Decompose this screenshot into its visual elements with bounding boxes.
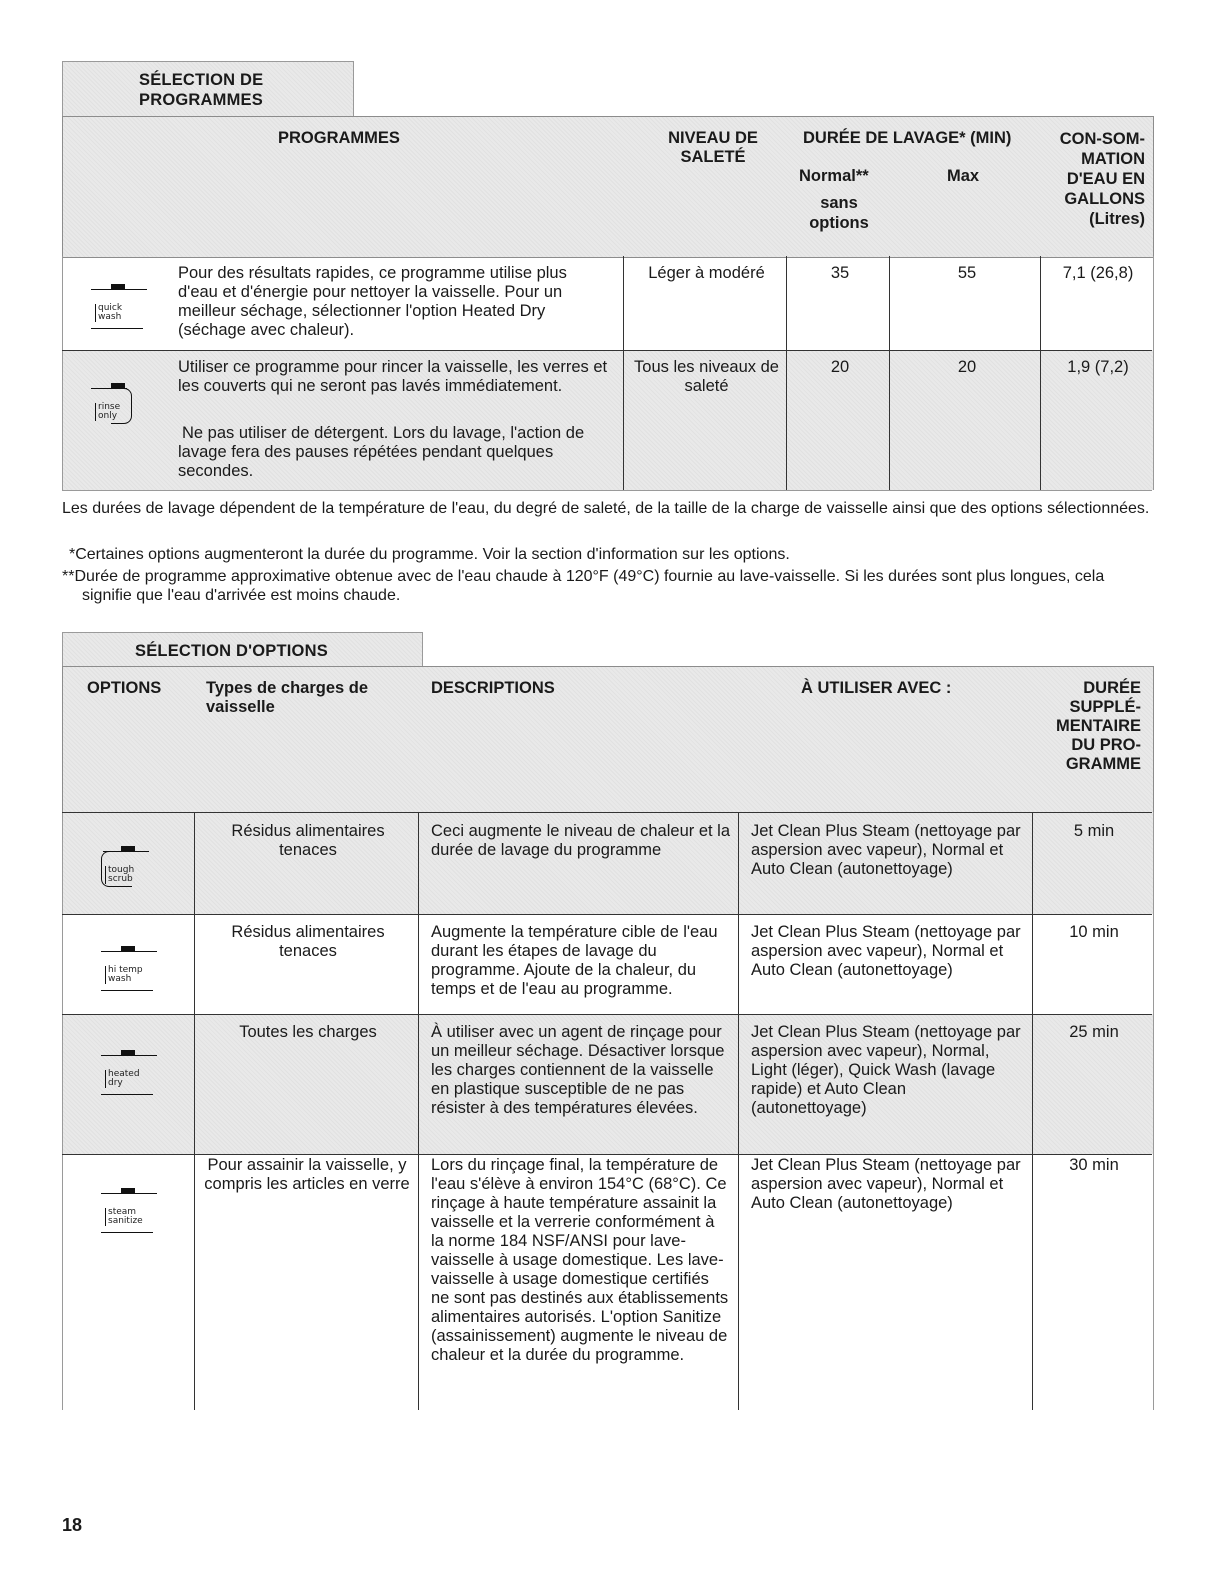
programme-niveau: Tous les niveaux de saleté bbox=[634, 358, 779, 395]
option-description: Augmente la température cible de l'eau durant les étapes de lavage du programme. Ajoute de la chaleur, du temps et de l'eau au programme. bbox=[431, 923, 718, 998]
hi-temp-wash-icon: hi temp wash bbox=[97, 946, 157, 1006]
options-section-tab bbox=[62, 632, 423, 667]
programme-row-rinse-only bbox=[62, 350, 1154, 490]
option-grid-line bbox=[194, 812, 195, 1410]
option-duree: 10 min bbox=[1069, 923, 1119, 941]
header-consommation: CON-SOM-MATION D'EAU EN GALLONS (Litres) bbox=[1059, 130, 1145, 228]
programmes-note: Les durées de lavage dépendent de la température de l'eau, du degré de saleté, de la taille de la charge de vaisselle ainsi que des options sélectionnées. bbox=[62, 500, 1150, 517]
header-sans-options: sans options bbox=[809, 194, 869, 232]
option-duree: 30 min bbox=[1069, 1156, 1119, 1174]
option-row-hi-temp-wash bbox=[62, 914, 1154, 1014]
header-normal: Normal** bbox=[799, 167, 869, 185]
programmes-footnote-star: *Certaines options augmenteront la durée du programme. Voir la section d'information sur les options. bbox=[69, 546, 790, 563]
option-utiliser: Jet Clean Plus Steam (nettoyage par aspersion avec vapeur), Normal, Light (léger), Quick Wash (lavage rapide) et Auto Clean (autonettoyage) bbox=[751, 1023, 1021, 1117]
header-duree-supplementaire: DURÉE SUPPLÉ-MENTAIRE DU PRO-GRAMME bbox=[1056, 679, 1141, 773]
programmes-footnote-double-star: **Durée de programme approximative obtenue avec de l'eau chaude à 120°F (49°C) fournie au lave-vaisselle. Si les durées sont plus longues, cela signifie que l'eau d'arrivée est moins chaude. bbox=[62, 568, 1105, 604]
programme-grid-line bbox=[1040, 256, 1041, 490]
programme-grid-line bbox=[786, 256, 787, 490]
option-types: Toutes les charges bbox=[239, 1023, 377, 1041]
programmes-tab-title: SÉLECTION DE PROGRAMMES bbox=[139, 71, 264, 109]
option-grid-line bbox=[418, 812, 419, 1410]
option-utiliser: Jet Clean Plus Steam (nettoyage par aspersion avec vapeur), Normal et Auto Clean (autonettoyage) bbox=[751, 1156, 1021, 1212]
programme-grid-line bbox=[623, 256, 624, 490]
programme-niveau: Léger à modéré bbox=[648, 264, 765, 282]
programme-max: 55 bbox=[957, 264, 977, 282]
option-utiliser: Jet Clean Plus Steam (nettoyage par aspersion avec vapeur), Normal et Auto Clean (autonettoyage) bbox=[751, 923, 1021, 979]
programme-normal: 35 bbox=[830, 264, 850, 282]
header-options: OPTIONS bbox=[87, 679, 162, 697]
programme-max: 20 bbox=[957, 358, 977, 376]
programme-grid-line bbox=[889, 256, 890, 490]
header-duree: DURÉE DE LAVAGE* (MIN) bbox=[803, 129, 1012, 147]
programme-eau: 1,9 (7,2) bbox=[1067, 358, 1129, 376]
option-duree: 5 min bbox=[1073, 822, 1115, 840]
programme-grid-line bbox=[62, 350, 1152, 351]
header-niveau: NIVEAU DE SALETÉ bbox=[668, 129, 758, 166]
programme-normal: 20 bbox=[830, 358, 850, 376]
steam-sanitize-icon: steam sanitize bbox=[97, 1188, 157, 1248]
option-description: À utiliser avec un agent de rinçage pour un meilleur séchage. Désactiver lorsque les charges contiennent de la vaisselle en plastique susceptible de ne pas résister à des températures élevées. bbox=[431, 1023, 725, 1117]
option-description: Ceci augmente le niveau de chaleur et la durée de lavage du programme bbox=[431, 822, 731, 859]
programme-description-note: Ne pas utiliser de détergent. Lors du lavage, l'action de lavage fera des pauses répétées pendant quelques secondes. bbox=[178, 424, 585, 480]
tough-scrub-icon: tough scrub bbox=[99, 846, 159, 906]
header-descriptions: DESCRIPTIONS bbox=[431, 679, 555, 697]
header-utiliser: À UTILISER AVEC : bbox=[801, 679, 952, 697]
programme-eau: 7,1 (26,8) bbox=[1062, 264, 1134, 282]
option-types: Résidus alimentaires tenaces bbox=[231, 923, 385, 960]
programme-description: Utiliser ce programme pour rincer la vaisselle, les verres et les couverts qui ne seront pas lavés immédiatement. bbox=[178, 358, 608, 395]
header-types: Types de charges de vaisselle bbox=[206, 679, 369, 716]
option-types: Résidus alimentaires tenaces bbox=[231, 822, 385, 859]
programmes-header bbox=[62, 116, 1154, 258]
option-row-tough-scrub bbox=[62, 812, 1154, 914]
option-utiliser: Jet Clean Plus Steam (nettoyage par aspersion avec vapeur), Normal et Auto Clean (autonettoyage) bbox=[751, 822, 1021, 878]
programme-description: Pour des résultats rapides, ce programme utilise plus d'eau et d'énergie pour nettoyer la vaisselle. Pour un meilleur séchage, sélectionner l'option Heated Dry (séchage avec chaleur). bbox=[178, 264, 567, 339]
options-header bbox=[62, 666, 1154, 814]
option-row-heated-dry bbox=[62, 1014, 1154, 1154]
programme-grid-line bbox=[62, 490, 1152, 491]
heated-dry-icon: heated dry bbox=[97, 1050, 157, 1110]
quick-wash-icon: quick wash bbox=[87, 284, 147, 344]
option-duree: 25 min bbox=[1069, 1023, 1119, 1041]
option-grid-line bbox=[1032, 812, 1033, 1410]
header-max: Max bbox=[947, 167, 980, 185]
programme-row-quick-wash bbox=[62, 256, 1154, 350]
option-row-steam-sanitize bbox=[62, 1154, 1154, 1410]
option-types: Pour assainir la vaisselle, y compris les articles en verre bbox=[204, 1156, 410, 1193]
page-number: 18 bbox=[62, 1515, 83, 1535]
option-grid-line bbox=[62, 914, 1152, 915]
programmes-section-tab bbox=[62, 61, 354, 117]
option-grid-line bbox=[62, 812, 1152, 813]
option-grid-line bbox=[62, 1154, 1152, 1155]
header-programmes: PROGRAMMES bbox=[278, 129, 400, 147]
option-grid-line bbox=[738, 812, 739, 1410]
rinse-only-icon: rinse only bbox=[87, 383, 147, 443]
option-description: Lors du rinçage final, la température de l'eau s'élève à environ 154°C (68°C). Ce rinçage à haute température assainit la vaisselle et la verrerie conformément à la norme 184 NSF/ANSI pour lave-vaisselle à usage domestique. Les lave-vaisselle à usage domestique certifiés ne sont pas destinés aux établissements alimentaires autorisés. L'option Sanitize (assainissement) augmente le niveau de chaleur et la durée du programme. bbox=[431, 1156, 729, 1364]
options-tab-title: SÉLECTION D'OPTIONS bbox=[135, 642, 328, 660]
option-grid-line bbox=[62, 1014, 1152, 1015]
